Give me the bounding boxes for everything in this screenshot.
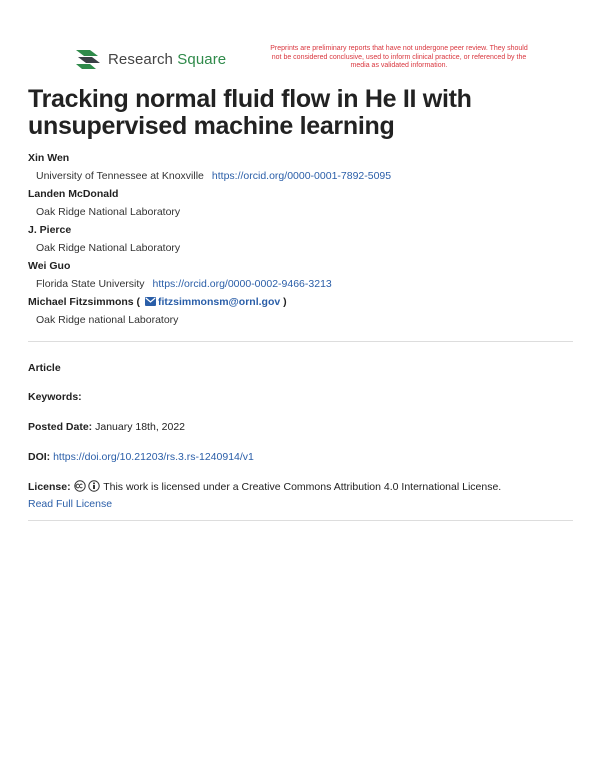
divider [28, 341, 573, 342]
brand-name-square: Square [177, 50, 227, 68]
license [28, 480, 573, 494]
posted-date-value: January 18th, 2022 [95, 421, 186, 433]
attribution-icon [88, 480, 100, 492]
article-type [28, 362, 573, 375]
doi [28, 451, 573, 464]
keywords [28, 391, 573, 404]
paper-title: Tracking normal fluid flow in He II with unsupervised machine learning [28, 85, 472, 140]
author-affiliation: Oak Ridge National Laboratory [36, 206, 181, 218]
author-affiliation: Oak Ridge national Laboratory [36, 314, 179, 326]
brand-name-research: Research [108, 50, 173, 68]
preprint-notice: Preprints are preliminary reports that have not undergone peer review. They should not be considered conclusive, used to inform clinical practice, or referenced by the media as validated information. [270, 45, 528, 69]
orcid-link[interactable]: https://orcid.org/0000-0001-7892-5095 [211, 170, 392, 182]
author-name: Wei Guo [28, 260, 71, 272]
research-square-logo[interactable] [74, 48, 226, 70]
read-full-license-link[interactable]: Read Full License [28, 498, 113, 510]
article-type-label: Article [28, 362, 61, 374]
license-label: License: [28, 481, 71, 493]
corresponding-author: Michael Fitzsimmons ( fitzsimmonsm@ornl.gov ) [28, 296, 287, 308]
author-name: Xin Wen [28, 152, 70, 164]
posted-date-label: Posted Date: [28, 421, 93, 433]
research-square-logo-icon [74, 48, 102, 70]
affiliation-text: Florida State University [36, 278, 145, 290]
posted-date [28, 421, 573, 434]
license-text: This work is licensed under a Creative Commons Attribution 4.0 International License. [103, 481, 502, 493]
doi-label: DOI: [28, 451, 51, 463]
divider [28, 520, 573, 521]
creative-commons-icon [74, 480, 86, 492]
orcid-link[interactable]: https://orcid.org/0000-0002-9466-3213 [152, 278, 332, 290]
author-affiliation [28, 170, 573, 188]
author-name: Michael Fitzsimmons [28, 296, 134, 308]
author-list [28, 152, 573, 332]
author-affiliation: Oak Ridge National Laboratory [36, 242, 181, 254]
read-license [28, 498, 573, 511]
author-name: J. Pierce [28, 224, 72, 236]
affiliation-text: University of Tennessee at Knoxville [36, 170, 204, 182]
envelope-icon [145, 297, 156, 306]
author-email-link[interactable]: fitzsimmonsm@ornl.gov [157, 296, 281, 308]
brand-name [108, 51, 226, 68]
author-name: Landen McDonald [28, 188, 119, 200]
doi-link[interactable]: https://doi.org/10.21203/rs.3.rs-1240914/v1 [53, 451, 254, 463]
keywords-label: Keywords: [28, 391, 82, 403]
author-affiliation [28, 278, 573, 296]
